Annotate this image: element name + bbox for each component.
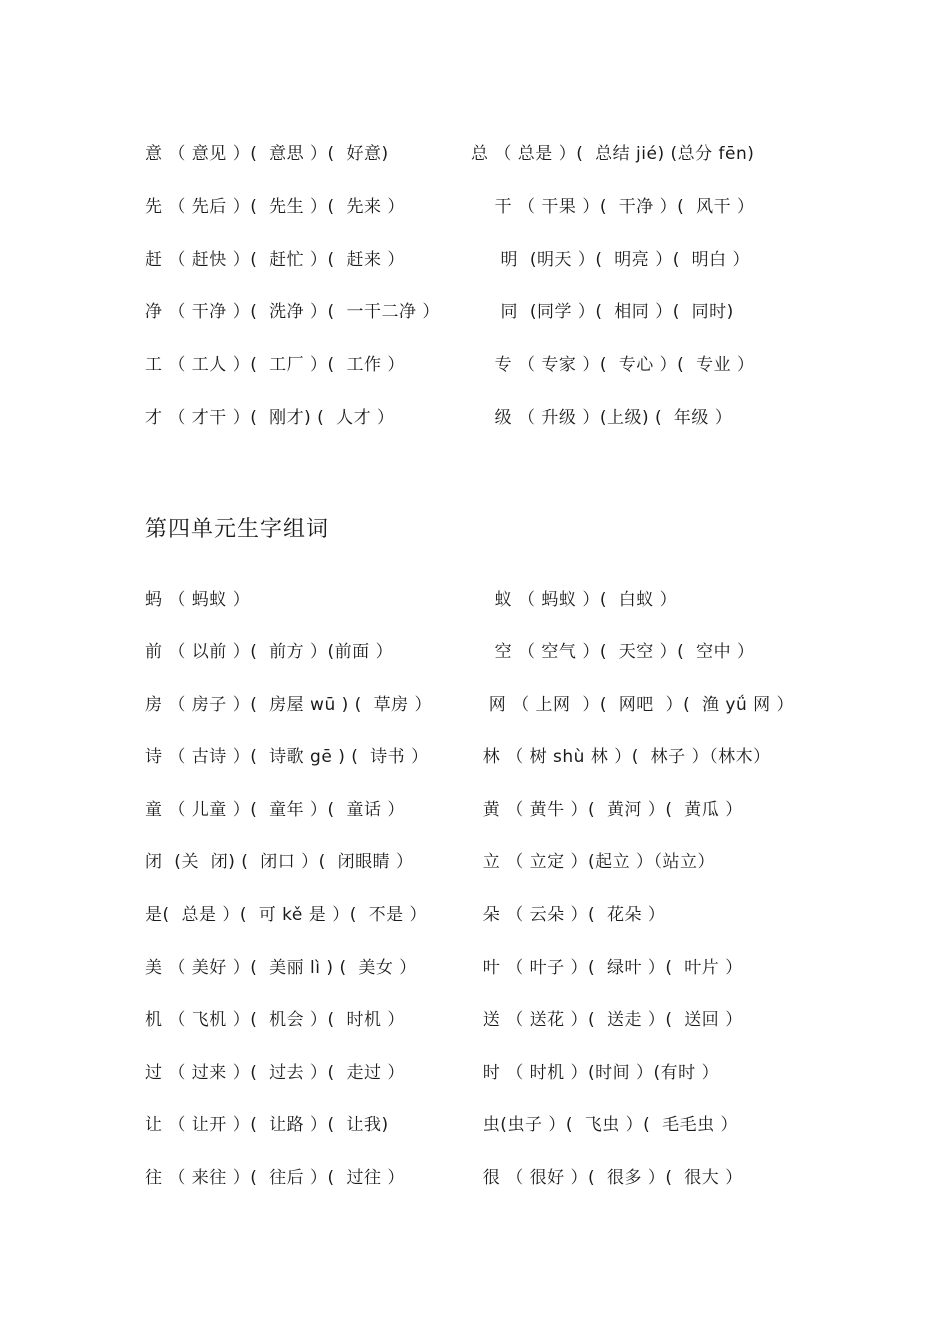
word-group-line: 级 （ 升级 ）(上级) ( 年级 ） bbox=[471, 408, 733, 428]
word-group-line: 赶 （ 赶快 ）( 赶忙 ）( 赶来 ） bbox=[145, 250, 405, 270]
word-group-line: 干 （ 干果 ）( 干净 ）( 风干 ） bbox=[471, 197, 755, 217]
word-group-line: 蚁 （ 蚂蚁 ）( 白蚁 ） bbox=[471, 590, 678, 610]
word-group-line: 送 （ 送花 ）( 送走 ）( 送回 ） bbox=[471, 1010, 743, 1030]
word-group-line: 前 （ 以前 ）( 前方 ）(前面 ） bbox=[145, 642, 394, 662]
word-group-line: 闭 (关 闭) ( 闭口 ）( 闭眼睛 ） bbox=[145, 852, 414, 872]
word-group-line: 机 （ 飞机 ）( 机会 ）( 时机 ） bbox=[145, 1010, 405, 1030]
word-group-line: 很 （ 很好 ）( 很多 ）( 很大 ） bbox=[471, 1168, 743, 1188]
word-group-line: 净 （ 干净 ）( 洗净 ）( 一干二净 ） bbox=[145, 302, 440, 322]
word-group-line: 蚂 （ 蚂蚁 ） bbox=[145, 590, 251, 610]
section-heading: 第四单元生字组词 bbox=[145, 517, 330, 542]
word-group-line: 朵 （ 云朵 ）( 花朵 ） bbox=[471, 905, 666, 925]
word-group-line: 童 （ 儿童 ）( 童年 ）( 童话 ） bbox=[145, 800, 405, 820]
word-group-line: 网 （ 上网 ）( 网吧 ）( 渔 yǘ 网 ） bbox=[471, 695, 795, 715]
word-group-line: 黄 （ 黄牛 ）( 黄河 ）( 黄瓜 ） bbox=[471, 800, 743, 820]
word-group-line: 房 （ 房子 ）( 房屋 wū ) ( 草房 ） bbox=[145, 695, 433, 715]
word-group-line: 工 （ 工人 ）( 工厂 ）( 工作 ） bbox=[145, 355, 405, 375]
word-group-line: 意 （ 意见 ）( 意思 ）( 好意) bbox=[145, 144, 389, 164]
word-group-line: 立 （ 立定 ）(起立 ）（站立） bbox=[471, 852, 716, 872]
word-group-line: 空 （ 空气 ）( 天空 ）( 空中 ） bbox=[471, 642, 755, 662]
word-group-line: 林 （ 树 shù 林 ）( 林子 ）（林木） bbox=[471, 747, 771, 767]
word-group-line: 叶 （ 叶子 ）( 绿叶 ）( 叶片 ） bbox=[471, 958, 743, 978]
word-group-line: 虫(虫子 ）( 飞虫 ）( 毛毛虫 ） bbox=[471, 1115, 739, 1135]
word-group-line: 让 （ 让开 ）( 让路 ）( 让我) bbox=[145, 1115, 389, 1135]
word-group-line: 诗 （ 古诗 ）( 诗歌 gē ) ( 诗书 ） bbox=[145, 747, 429, 767]
word-group-line: 总 （ 总是 ）( 总结 jié) (总分 fēn) bbox=[471, 144, 755, 164]
word-group-line: 时 （ 时机 ）(时间 ）(有时 ） bbox=[471, 1063, 720, 1083]
word-group-line: 是( 总是 ）( 可 kě 是 ）( 不是 ） bbox=[145, 905, 428, 925]
word-group-line: 同 (同学 ）( 相同 ）( 同时) bbox=[471, 302, 734, 322]
word-group-line: 明 (明天 ）( 明亮 ）( 明白 ） bbox=[471, 250, 751, 270]
word-group-line: 过 （ 过来 ）( 过去 ）( 走过 ） bbox=[145, 1063, 405, 1083]
word-group-line: 先 （ 先后 ）( 先生 ）( 先来 ） bbox=[145, 197, 405, 217]
word-group-line: 美 （ 美好 ）( 美丽 lì ) ( 美女 ） bbox=[145, 958, 417, 978]
word-group-line: 专 （ 专家 ）( 专心 ）( 专业 ） bbox=[471, 355, 755, 375]
word-group-line: 往 （ 来往 ）( 往后 ）( 过往 ） bbox=[145, 1168, 405, 1188]
word-group-line: 才 （ 才干 ）( 刚才) ( 人才 ） bbox=[145, 408, 395, 428]
